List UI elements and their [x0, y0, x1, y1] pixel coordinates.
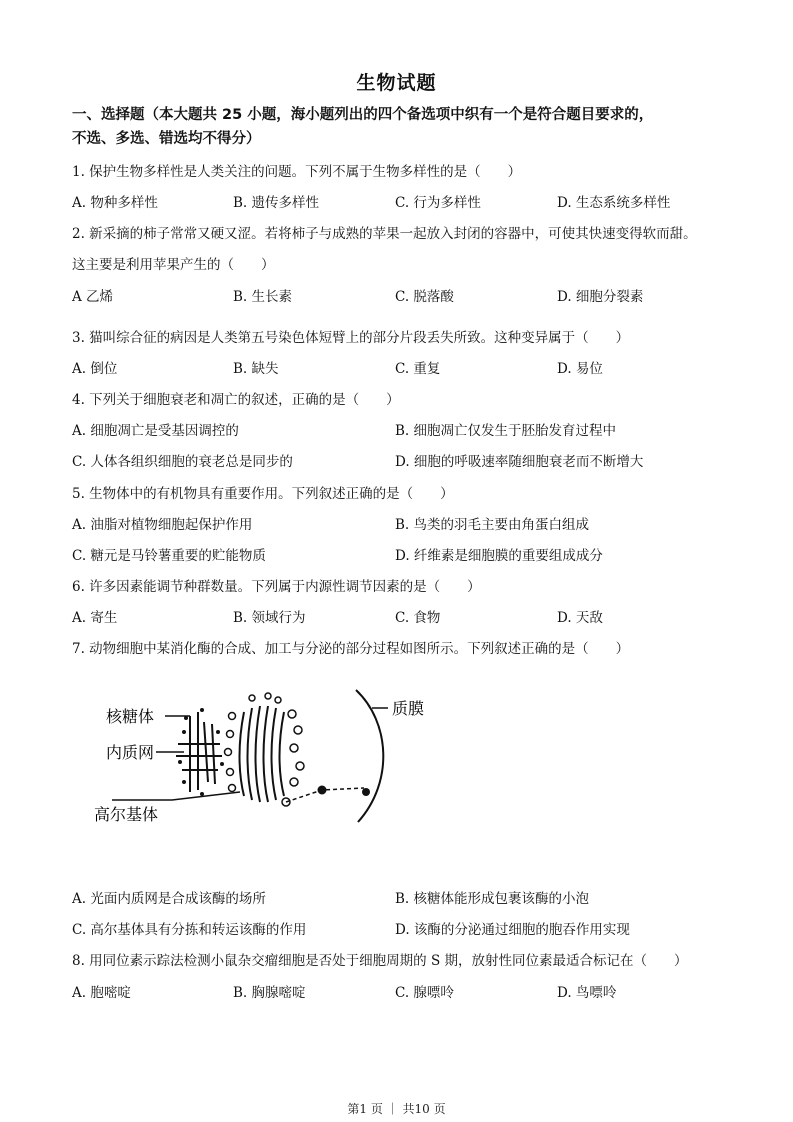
- q2-option-d: D. 细胞分裂素: [557, 289, 644, 305]
- question-5-stem: 5. 生物体中的有机物具有重要作用。下列叙述正确的是（ ）: [72, 486, 454, 502]
- cell-secretion-figure: [72, 672, 442, 844]
- q4-option-a: A. 细胞凋亡是受基因调控的: [72, 423, 239, 439]
- q8-option-a: A. 胞嘧啶: [72, 985, 131, 1001]
- question-1-stem: 1. 保护生物多样性是人类关注的问题。下列不属于生物多样性的是（ ）: [72, 164, 522, 180]
- question-6-stem: 6. 许多因素能调节种群数量。下列属于内源性调节因素的是（ ）: [72, 579, 481, 595]
- label-er: 内质网: [106, 743, 155, 762]
- q3-option-a: A. 倒位: [72, 361, 118, 377]
- q7-option-d: D. 该酶的分泌通过细胞的胞吞作用实现: [395, 922, 630, 938]
- q5-option-a: A. 油脂对植物细胞起保护作用: [72, 517, 253, 533]
- q2-option-b: B. 生长素: [233, 289, 293, 305]
- question-3-stem: 3. 猫叫综合征的病因是人类第五号染色体短臂上的部分片段丢失所致。这种变异属于（ ）: [72, 330, 630, 346]
- organelle-diagram: [72, 672, 442, 844]
- q1-option-d: D. 生态系统多样性: [557, 195, 671, 211]
- q6-option-d: D. 天敌: [557, 610, 603, 626]
- page-title: 生物试题: [356, 72, 437, 94]
- label-plasma-membrane: 质膜: [392, 699, 425, 718]
- section-heading-line1: 一、选择题（本大题共 25 小题，海小题列出的四个备选项中织有一个是符合题目要求的，: [72, 107, 654, 123]
- q1-option-b: B. 遗传多样性: [233, 195, 320, 211]
- q1-option-a: A. 物种多样性: [72, 195, 158, 211]
- page-footer: 第1 页 ｜ 共10 页: [347, 1102, 446, 1116]
- label-ribosome: 核糖体: [106, 707, 155, 726]
- q3-option-d: D. 易位: [557, 361, 603, 377]
- golgi-leader-line: [112, 792, 240, 800]
- q3-option-b: B. 缺失: [233, 361, 279, 377]
- q7-option-a: A. 光面内质网是合成该酶的场所: [72, 891, 266, 907]
- q4-option-d: D. 细胞的呼吸速率随细胞衰老而不断增大: [395, 454, 644, 470]
- q5-option-b: B. 鸟类的羽毛主要由角蛋白组成: [395, 517, 590, 533]
- q6-option-a: A. 寄生: [72, 610, 118, 626]
- section-heading-line2: 不选、多选、错选均不得分）: [72, 131, 261, 147]
- q6-option-b: B. 领域行为: [233, 610, 306, 626]
- q4-option-c: C. 人体各组织细胞的衰老总是同步的: [72, 454, 293, 470]
- q5-option-c: C. 糖元是马铃薯重要的贮能物质: [72, 548, 266, 564]
- q8-option-b: B. 胸腺嘧啶: [233, 985, 306, 1001]
- ribosome-dots: [178, 708, 224, 796]
- q4-option-b: B. 细胞凋亡仅发生于胚胎发育过程中: [395, 423, 617, 439]
- label-golgi: 高尔基体: [94, 805, 159, 824]
- q2-option-c: C. 脱落酸: [395, 289, 454, 305]
- q7-option-b: B. 核糖体能形成包裹该酶的小泡: [395, 891, 590, 907]
- q5-option-d: D. 纤维素是细胞膜的重要组成成分: [395, 548, 603, 564]
- q7-option-c: C. 高尔基体具有分拣和转运该酶的作用: [72, 922, 307, 938]
- q6-option-c: C. 食物: [395, 610, 441, 626]
- q2-option-a: A 乙烯: [72, 289, 114, 305]
- q1-option-c: C. 行为多样性: [395, 195, 481, 211]
- secretory-vesicle: [318, 786, 327, 795]
- q8-option-d: D. 鸟嘌呤: [557, 985, 617, 1001]
- golgi-apparatus-shape: [240, 706, 285, 802]
- exocytosis-vesicle: [362, 788, 370, 796]
- q8-option-c: C. 腺嘌呤: [395, 985, 454, 1001]
- question-4-stem: 4. 下列关于细胞衰老和凋亡的叙述，正确的是（ ）: [72, 392, 400, 408]
- plasma-membrane-line: [356, 690, 383, 822]
- q3-option-c: C. 重复: [395, 361, 441, 377]
- question-7-stem: 7. 动物细胞中某消化酶的合成、加工与分泌的部分过程如图所示。下列叙述正确的是（ ）: [72, 641, 630, 657]
- question-8-stem: 8. 用同位素示踪法检测小鼠杂交瘤细胞是否处于细胞周期的 S 期，放射性同位素最适合标记在（ ）: [72, 953, 688, 969]
- question-2-stem: 2. 新采摘的柿子常常又硬又涩。若将柿子与成熟的苹果一起放入封闭的容器中，可使其快速变得软而甜。: [72, 226, 697, 242]
- question-2-stem-cont: 这主要是利用苹果产生的（ ）: [72, 257, 275, 273]
